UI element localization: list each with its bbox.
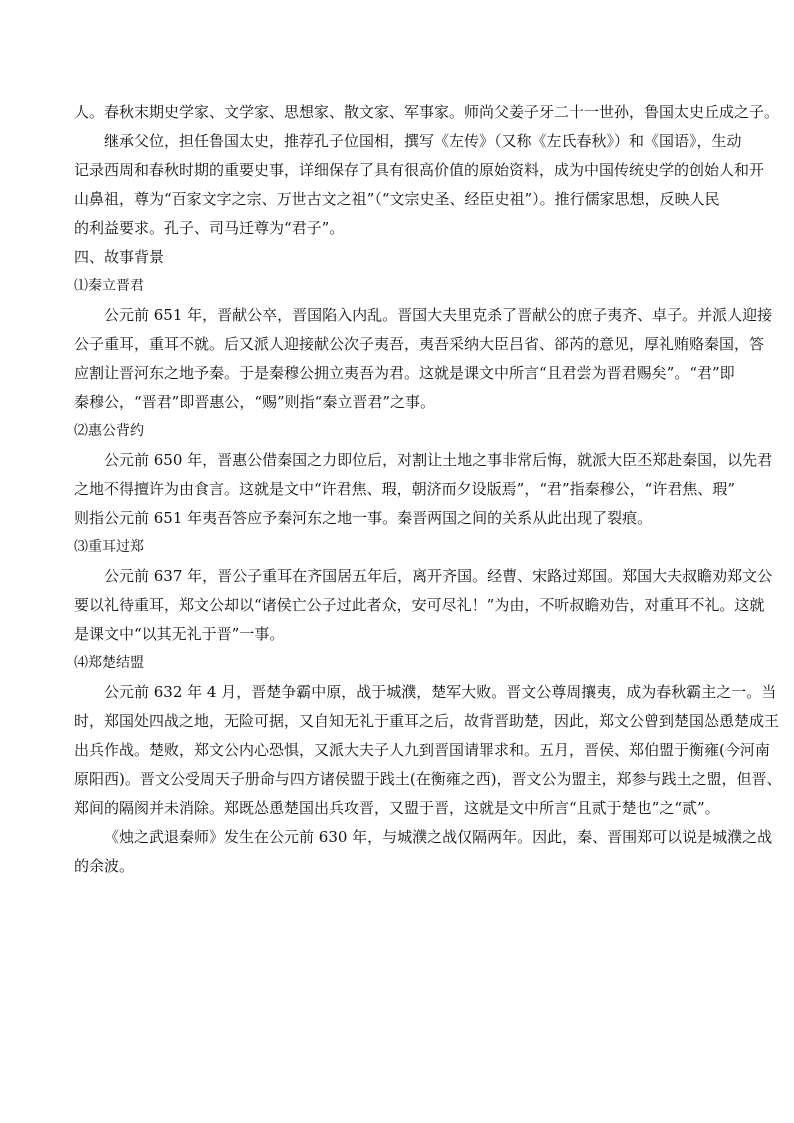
paragraph-line: 公元前 632 年 4 月，晋楚争霸中原，战于城濮，楚军大败。晋文公尊周攘夷，成为春秋霸主之一。当 (104, 683, 777, 701)
closing-line-1: 《烛之武退秦师》发生在公元前 630 年，与城濮之战仅隔两年。因此，秦、晋围郑可以说是城濮之战 (104, 828, 773, 846)
section-heading: 四、故事背景 (74, 248, 165, 266)
subsection-title-1: ⑴秦立晋君 (74, 278, 144, 294)
paragraph-line: 公元前 637 年，晋公子重耳在齐国居五年后，离开齐国。经曹、宋路过郑国。郑国大夫叔瞻劝郑文公 (104, 567, 773, 585)
paragraph-line: 时，郑国处四战之地，无险可据，又自知无礼于重耳之后，故背晋助楚，因此，郑文公曾到楚国怂恿楚成王 (74, 712, 780, 730)
paragraph-line: 是课文中“以其无礼于晋”一事。 (74, 625, 285, 643)
closing-line-2: 的余波。 (74, 857, 135, 875)
intro-line-5: 的利益要求。孔子、司马迁尊为“君子”。 (74, 219, 345, 237)
paragraph-line: 则指公元前 651 年夷吾答应予秦河东之地一事。秦晋两国之间的关系从此出现了裂痕。 (74, 509, 653, 527)
subsection-title-2: ⑵惠公背约 (74, 423, 144, 439)
paragraph-line: 原阳西)。晋文公受周天子册命与四方诸侯盟于践土(在衡雍之西)，晋文公为盟主，郑参与践土之盟，但晋、 (74, 770, 782, 788)
subsection-title-4: ⑷郑楚结盟 (74, 655, 144, 671)
document-page (74, 98, 782, 881)
intro-line-3: 记录西周和春秋时期的重要史事，详细保存了具有很高价值的原始资料，成为中国传统史学的创始人和开 (74, 161, 765, 179)
paragraph-line: 公元前 650 年，晋惠公借秦国之力即位后，对割让土地之事非常后悔，就派大臣丕郑赴秦国，以先君 (104, 451, 773, 469)
paragraph-line: 秦穆公，“晋君”即晋惠公，“赐”则指“秦立晋君”之事。 (74, 393, 436, 411)
subsection-title-3: ⑶重耳过郑 (74, 539, 144, 555)
intro-line-4: 山鼻祖，尊为“百家文字之宗、万世古文之祖”（“文宗史圣、经臣史祖”）。推行儒家思想，反映人民 (74, 190, 720, 208)
intro-line-1: 人。春秋末期史学家、文学家、思想家、散文家、军事家。师尚父姜子牙二十一世孙，鲁国太史丘成之子。 (74, 103, 780, 121)
paragraph-line: 应割让晋河东之地予秦。于是秦穆公拥立夷吾为君。这就是课文中所言“且君尝为晋君赐矣”。“君”即 (74, 364, 735, 382)
paragraph-line: 之地不得擅许为由食言。这就是文中“许君焦、瑕，朝济而夕设版焉”，“君”指秦穆公，“许君焦、瑕” (74, 480, 736, 498)
paragraph-line: 公元前 651 年，晋献公卒，晋国陷入内乱。晋国大夫里克杀了晋献公的庶子夷齐、卓子。并派人迎接 (104, 306, 773, 324)
intro-line-2: 继承父位，担任鲁国太史，推荐孔子位国相，撰写《左传》（又称《左氏春秋》）和《国语》，生动 (104, 132, 742, 150)
paragraph-line: 要以礼待重耳，郑文公却以“诸侯亡公子过此者众，安可尽礼！”为由，不听叔瞻劝告，对重耳不礼。这就 (74, 596, 765, 614)
paragraph-line: 出兵作战。楚败，郑文公内心恐惧，又派大夫子人九到晋国请罪求和。五月，晋侯、郑伯盟于衡雍(今河南 (74, 741, 770, 759)
paragraph-line: 郑间的隔阂并未消除。郑既怂恿楚国出兵攻晋，又盟于晋，这就是文中所言“且贰于楚也”之“贰”。 (74, 799, 720, 817)
paragraph-line: 公子重耳，重耳不就。后又派人迎接献公次子夷吾，夷吾采纳大臣吕省、郤芮的意见，厚礼贿赂秦国，答 (74, 335, 765, 353)
